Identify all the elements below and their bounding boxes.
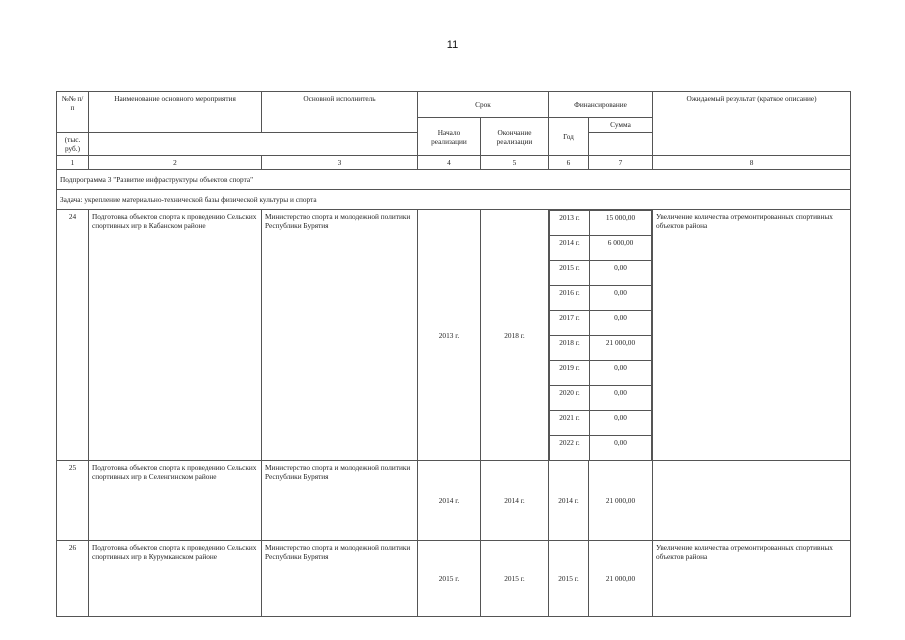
- column-number: 6: [549, 156, 589, 170]
- row-end: 2015 г.: [481, 541, 549, 617]
- row-executor: Министерство спорта и молодежной политики Республики Бурятия: [262, 541, 418, 617]
- column-number: 2: [89, 156, 262, 170]
- row-num: 26: [57, 541, 89, 617]
- row-name: Подготовка объектов спорта к проведению Сельских спортивных игр в Курумканском районе: [89, 541, 262, 617]
- header-end: Окончание реализации: [481, 118, 549, 156]
- financing-year: 2014 г.: [550, 236, 590, 261]
- column-number: 8: [653, 156, 851, 170]
- financing-sum: 0,00: [590, 261, 652, 286]
- financing-row: [550, 386, 652, 411]
- financing-sum: 0,00: [590, 286, 652, 311]
- row-executor: Министерство спорта и молодежной политики Республики Бурятия: [262, 461, 418, 541]
- financing-year: 2017 г.: [550, 311, 590, 336]
- row-start: 2015 г.: [418, 541, 481, 617]
- row-executor: Министерство спорта и молодежной политики Республики Бурятия: [262, 210, 418, 461]
- measures-table: [56, 91, 851, 617]
- row-sum: 21 000,00: [589, 461, 653, 541]
- header-name: Наименование основного мероприятия: [89, 92, 262, 133]
- row-result: Увеличение количества отремонтированных спортивных объектов района: [653, 541, 851, 617]
- financing-row: [550, 336, 652, 361]
- row-result: Увеличение количества отремонтированных спортивных объектов района: [653, 210, 851, 461]
- row-end: 2018 г.: [481, 210, 549, 461]
- column-number: 1: [57, 156, 89, 170]
- financing-year: 2022 г.: [550, 436, 590, 461]
- financing-row: [550, 211, 652, 236]
- header-result: Ожидаемый результат (краткое описание): [653, 92, 851, 156]
- financing-sum: 0,00: [590, 311, 652, 336]
- financing-year: 2015 г.: [550, 261, 590, 286]
- row-start: 2014 г.: [418, 461, 481, 541]
- financing-row: [550, 236, 652, 261]
- financing-year: 2013 г.: [550, 211, 590, 236]
- row-end: 2014 г.: [481, 461, 549, 541]
- financing-sum: 0,00: [590, 411, 652, 436]
- header-term: Срок: [418, 92, 549, 118]
- financing-row: [550, 261, 652, 286]
- header-sum-unit: (тыс. руб.): [57, 133, 89, 156]
- financing-row: [550, 361, 652, 386]
- financing-sum: 15 000,00: [590, 211, 652, 236]
- row-name: Подготовка объектов спорта к проведению Сельских спортивных игр в Селенгинском районе: [89, 461, 262, 541]
- row-name: Подготовка объектов спорта к проведению Сельских спортивных игр в Кабанском районе: [89, 210, 262, 461]
- column-number: 7: [589, 156, 653, 170]
- financing-sum: 21 000,00: [590, 336, 652, 361]
- header-sum: Сумма: [589, 118, 653, 133]
- financing-year: 2021 г.: [550, 411, 590, 436]
- table-row: [57, 461, 851, 541]
- row-year: 2014 г.: [549, 461, 589, 541]
- financing-row: [550, 286, 652, 311]
- row-start: 2013 г.: [418, 210, 481, 461]
- row-num: 25: [57, 461, 89, 541]
- financing-row: [550, 311, 652, 336]
- table-row: [57, 210, 851, 461]
- row-result: [653, 461, 851, 541]
- header-num: №№ п/п: [57, 92, 89, 133]
- financing-sum: 6 000,00: [590, 236, 652, 261]
- column-number: 3: [262, 156, 418, 170]
- row-year: 2015 г.: [549, 541, 589, 617]
- column-number: 4: [418, 156, 481, 170]
- row-num: 24: [57, 210, 89, 461]
- financing-year: 2018 г.: [550, 336, 590, 361]
- subprogram-title: Подпрограмма 3 "Развитие инфраструктуры объектов спорта": [57, 170, 851, 190]
- header-executor: Основной исполнитель: [262, 92, 418, 133]
- header-year: Год: [549, 118, 589, 156]
- financing-schedule: [549, 210, 653, 461]
- row-sum: 21 000,00: [589, 541, 653, 617]
- header-financing: Финансирование: [549, 92, 653, 118]
- table-row: [57, 541, 851, 617]
- financing-sum: 0,00: [590, 386, 652, 411]
- financing-sum: 0,00: [590, 436, 652, 461]
- financing-sum: 0,00: [590, 361, 652, 386]
- financing-year: 2016 г.: [550, 286, 590, 311]
- task-title: Задача: укрепление материально-технической базы физической культуры и спорта: [57, 190, 851, 210]
- financing-year: 2020 г.: [550, 386, 590, 411]
- page-number: 11: [446, 39, 459, 51]
- financing-row: [550, 411, 652, 436]
- column-number: 5: [481, 156, 549, 170]
- header-start: Начало реализации: [418, 118, 481, 156]
- financing-year: 2019 г.: [550, 361, 590, 386]
- financing-row: [550, 436, 652, 461]
